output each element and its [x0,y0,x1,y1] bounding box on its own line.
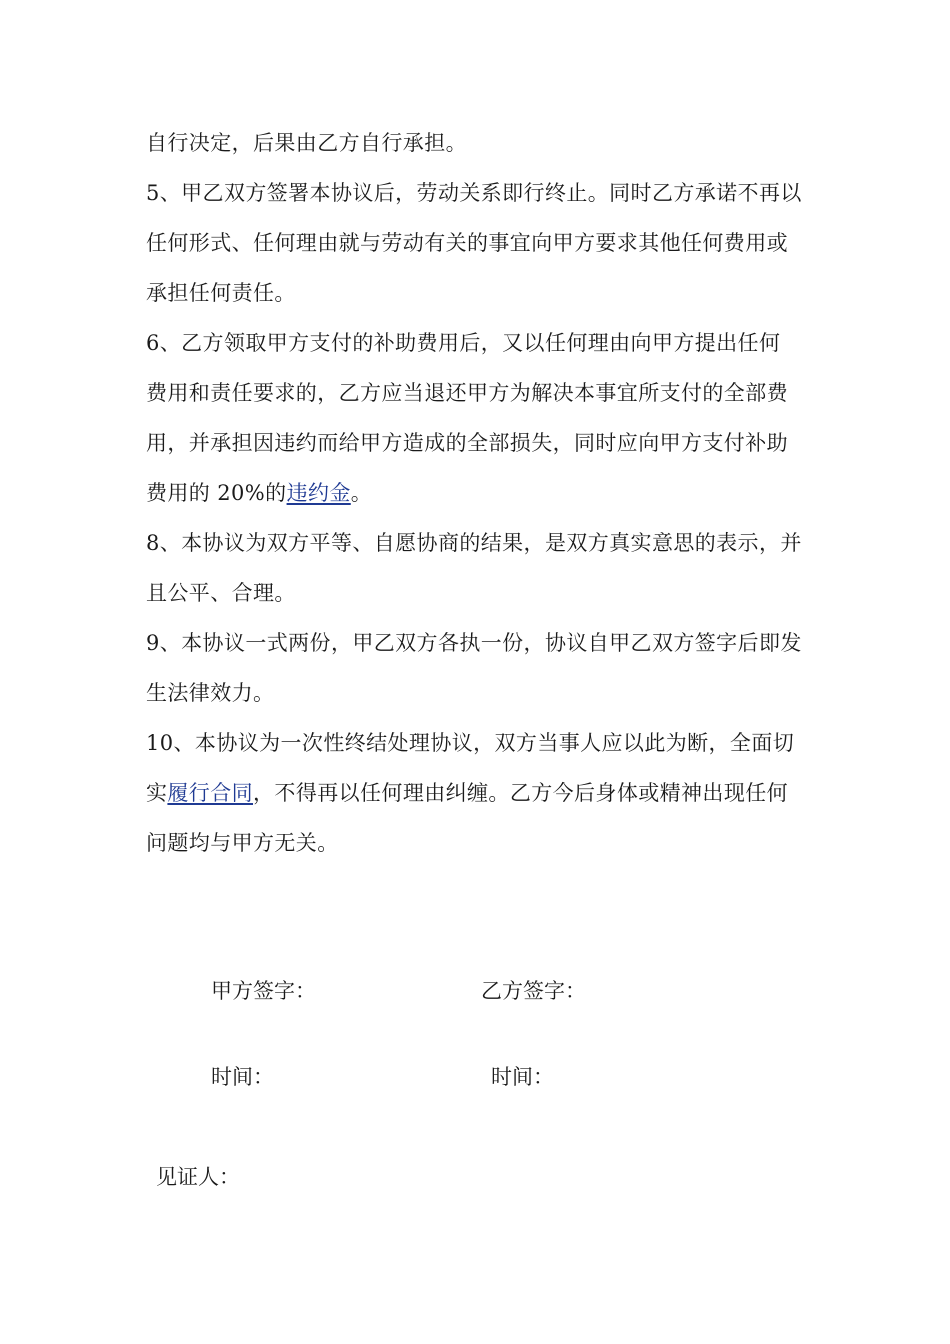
text-line-with-link [146,478,372,508]
text-line: 承担任何责任。 [146,281,296,305]
party-b-time-label: 时间： [491,1065,554,1089]
text-segment: ，不得再以任何理由纠缠。乙方今后身体或精神出现任何 [253,781,789,805]
text-line: 5、甲乙双方签署本协议后，劳动关系即行终止。同时乙方承诺不再以 [146,181,802,205]
penalty-link[interactable]: 违约金 [286,481,351,505]
text-line: 用，并承担因违约而给甲方造成的全部损失，同时应向甲方支付补助 [146,431,788,455]
text-line: 6、乙方领取甲方支付的补助费用后，又以任何理由向甲方提出任何 [146,331,781,355]
text-line: 问题均与甲方无关。 [146,831,339,855]
text-line: 生法律效力。 [146,681,275,705]
party-b-signature-label: 乙方签字： [481,979,586,1003]
text-line: 10、本协议为一次性终结处理协议，双方当事人应以此为断，全面切 [146,731,795,755]
text-line: 自行决定，后果由乙方自行承担。 [146,131,467,155]
text-line: 且公平、合理。 [146,581,296,605]
text-line: 任何形式、任何理由就与劳动有关的事宜向甲方要求其他任何费用或 [146,231,788,255]
contract-performance-link[interactable]: 履行合同 [167,781,254,805]
text-line: 费用和责任要求的，乙方应当退还甲方为解决本事宜所支付的全部费 [146,381,788,405]
text-line-with-link [146,778,788,808]
party-a-signature-label: 甲方签字： [211,979,316,1003]
text-segment: 实 [146,781,168,805]
witness-label: 见证人： [156,1165,240,1189]
text-segment: 费用的 20%的 [146,481,287,505]
text-line: 9、本协议一式两份，甲乙双方各执一份，协议自甲乙双方签字后即发 [146,631,802,655]
text-line: 8、本协议为双方平等、自愿协商的结果，是双方真实意思的表示，并 [146,531,802,555]
party-a-time-label: 时间： [211,1065,274,1089]
text-segment: 。 [350,481,373,505]
